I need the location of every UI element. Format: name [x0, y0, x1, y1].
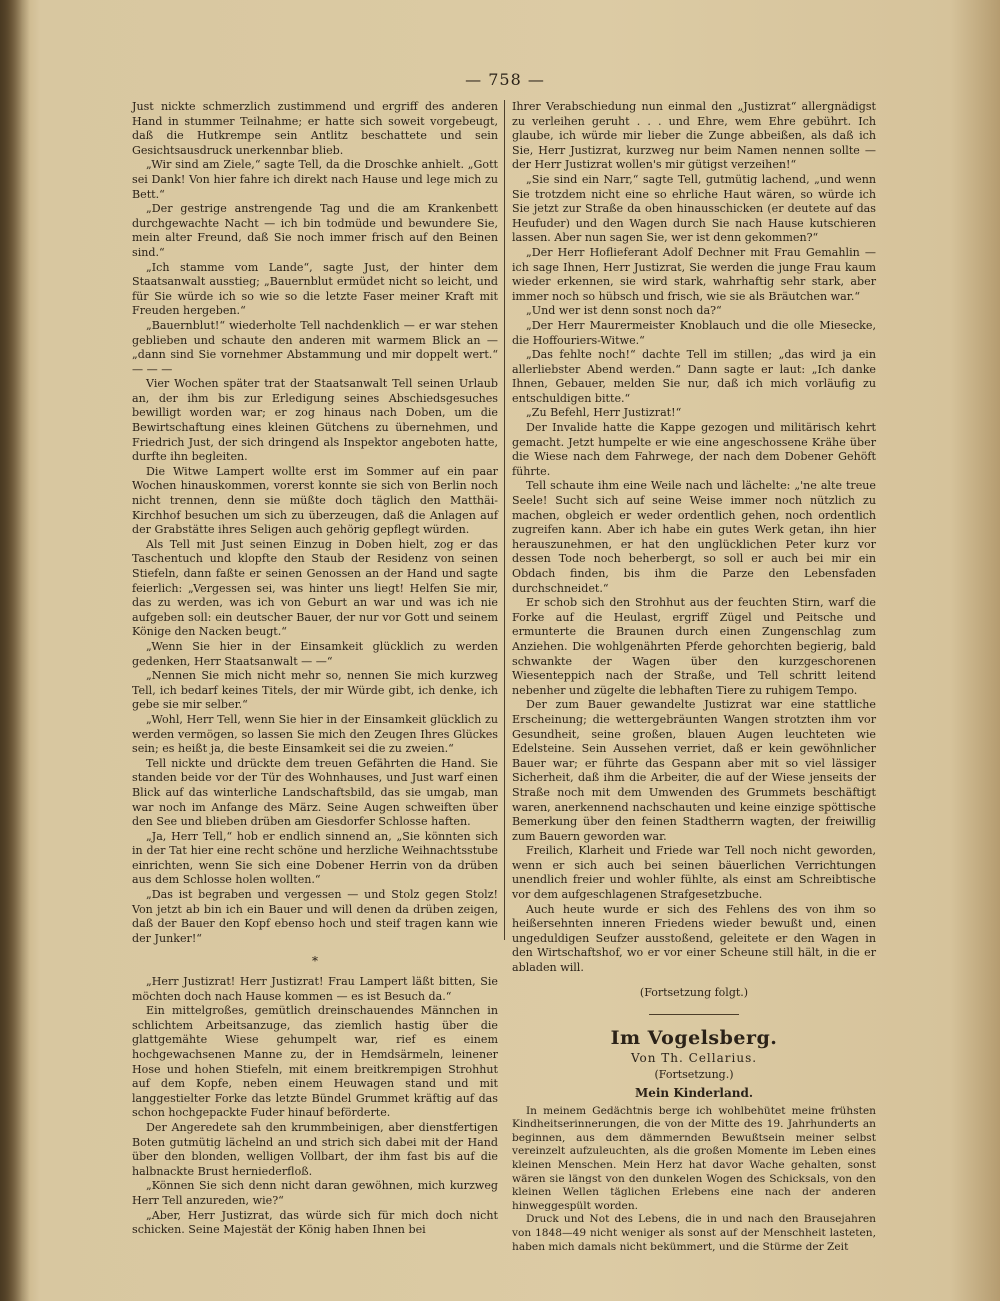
paragraph: „Zu Befehl, Herr Justizrat!“ — [526, 406, 682, 420]
paragraph: „Nennen Sie mich nicht mehr so, nennen Sie mich kurzweg Tell, ich bedarf keines Titels, der mir Würde gibt, ich denke, ich gebe sie mir selber.“ — [132, 669, 498, 712]
paragraph: „Und wer ist denn sonst noch da?“ — [526, 304, 722, 318]
paragraph: Die Witwe Lampert wollte erst im Sommer auf ein paar Wochen hinauskommen, vorerst konnte sie sich von Berlin noch nicht trennen, denn sie müßte doch täglich den Matthäi-Kirchhof besuchen um sich zu überzeugen, daß die Anlagen auf der Grabstätte ihres Seligen auch gehörig gepflegt würden. — [132, 464, 498, 537]
paragraph: Ihrer Verabschiedung nun einmal den „Justizrat“ allergnädigst zu verleihen geruht . . . und Ehre, wem Ehre gebührt. Ich glaube, ich würde mir lieber die Zunge abbeißen, als daß ich Sie, Herr Justizrat, kurzweg nur beim Namen nennen sollte — der Herr Justizrat wollen's mir gütigst verzeihen!“ — [512, 100, 876, 172]
paragraph: „Bauernblut!“ wiederholte Tell nachdenklich — er war stehen geblieben und schaute den anderen mit warmem Blick an — „dann sind Sie vornehmer Abstammung und mir doppelt wert.“ — — — — [132, 318, 498, 376]
article-headline: Im Vogelsberg. — [610, 1027, 778, 1050]
paragraph: „Herr Justizrat! Herr Justizrat! Frau Lampert läßt bitten, Sie möchten doch nach Hause kommen — es ist Besuch da.“ — [132, 975, 498, 1003]
paragraph: „Das fehlte noch!“ dachte Tell im stillen; „das wird ja ein allerliebster Abend werden.“ Dann sagte er laut: „Ich danke Ihnen, Gebauer, melden Sie nur, daß ich mich vorläufig zu entschuldigen bitte.“ — [512, 348, 876, 405]
paragraph: „Wohl, Herr Tell, wenn Sie hier in der Einsamkeit glücklich zu werden vermögen, so lassen Sie mich den Zeugen Ihres Glückes sein; es heißt ja, die beste Einsamkeit sei die zu zweien.“ — [132, 712, 498, 756]
paragraph: Der zum Bauer gewandelte Justizrat war eine stattliche Erscheinung; die wettergebräunten Wangen strotzten ihm vor Gesundheit, seine großen, blauen Augen leuchteten wie Edelsteine. Sein Aussehen verriet, daß er kein gewöhnlicher Bauer war; er führte das Gespann aber mit so viel lässiger Sicherheit, daß ihm die Arbeiter, die auf der Wiese jenseits der Straße noch mit dem Umwenden des Grummets beschäftigt waren, anerkennend nachschauten und keine einzige spöttische Bemerkung über den feinen Stadtherrn wagten, der freiwillig zum Bauern geworden war. — [512, 698, 876, 843]
paragraph: Tell nickte und drückte dem treuen Gefährten die Hand. Sie standen beide vor der Tür des Wohnhauses, und Just warf einen Blick auf das winterliche Landschaftsbild, das sie umgab, man war noch im Anfange des März. Seine Augen schweiften über den See und blieben drüben am Giesdorfer Schlosse haften. — [132, 756, 498, 829]
paragraph: Als Tell mit Just seinen Einzug in Doben hielt, zog er das Taschentuch und klopfte den Staub der Residenz von seinen Stiefeln, dann faßte er seinen Genossen an der Hand und sagte feierlich: „Vergessen sei, was hinter uns liegt! Helfen Sie mir, das zu werden, was ich von Geburt an war und was ich nie aufgeben soll: ein deutscher Bauer, der nur vor Gott und seinem Könige den Nacken beugt.“ — [132, 537, 498, 639]
paragraph: „Der gestrige anstrengende Tag und die am Krankenbett durchgewachte Nacht — ich bin todmüde und bewundere Sie, mein alter Freund, daß Sie noch immer frisch auf den Beinen sind.“ — [132, 202, 498, 259]
paragraph: „Der Herr Hoflieferant Adolf Dechner mit Frau Gemahlin — ich sage Ihnen, Herr Justizrat, Sie werden die junge Frau kaum wieder erkennen, sie wird stark, wahrhaftig sehr stark, aber immer noch so hübsch und frisch, wie sie als Bräutchen war.“ — [512, 245, 876, 303]
article-byline: Von Th. Cellarius. — [630, 1050, 758, 1065]
paragraph: Freilich, Klarheit und Friede war Tell noch nicht geworden, wenn er sich auch bei seinen bäuerlichen Verrichtungen unendlich freier und wohler fühlte, als einst am Schreibtische vor dem aufgeschlagenen Strafgesetzbuche. — [512, 844, 876, 902]
paragraph: „Aber, Herr Justizrat, das würde sich für mich doch nicht schicken. Seine Majestät der König haben Ihnen bei — [132, 1208, 498, 1237]
paragraph: Tell schaute ihm eine Weile nach und lächelte: „'ne alte treue Seele! Sucht sich auf seine Weise immer noch nützlich zu machen, obgleich er weder ordentlich gehen, noch ordentlich zugreifen kann. Aber ich habe ein gutes Werk getan, ihn hier herauszunehmen, er hat den unglücklichen Peter kurz vor dessen Tode noch beherbergt, so soll er auch bei mir ein Obdach finden, bis ihm die Parze den Lebensfaden durchschneidet.“ — [512, 479, 876, 595]
paragraph: Druck und Not des Lebens, die in und nach den Brausejahren von 1848—49 nicht weniger als sonst auf der Menschheit lasteten, haben mich damals nicht bekümmert, und die Stürme der Zeit — [512, 1213, 876, 1253]
left-column — [132, 100, 498, 1238]
article-body — [512, 1105, 876, 1255]
paragraph: „Ich stamme vom Lande“, sagte Just, der hinter dem Staatsanwalt ausstieg; „Bauernblut ermüdet nicht so leicht, und für Sie würde ich so wie so die letzte Faser meiner Kraft mit Freuden hergeben.“ — [132, 260, 498, 318]
section-separator: * — [312, 954, 318, 969]
page-number: — 758 — — [465, 70, 545, 89]
paragraph: „Können Sie sich denn nicht daran gewöhnen, mich kurzweg Herr Tell anzureden, wie?“ — [132, 1179, 498, 1207]
column-divider — [504, 100, 505, 940]
paragraph: „Wir sind am Ziele,“ sagte Tell, da die Droschke anhielt. „Gott sei Dank! Von hier fahre ich direkt nach Hause und lege mich zu Bett.“ — [132, 158, 498, 201]
paragraph: Auch heute wurde er sich des Fehlens des von ihm so heißersehnten inneren Friedens wieder bewußt und, einen ungeduldigen Seufzer ausstoßend, geleitete er den Wagen in den Wirtschaftshof, wo er vor einer Scheune still hält, in die er abladen will. — [512, 902, 876, 975]
right-column — [512, 100, 876, 1254]
continuation-note: (Fortsetzung folgt.) — [639, 985, 749, 999]
paragraph: „Das ist begraben und vergessen — und Stolz gegen Stolz! Von jetzt ab bin ich ein Bauer und will denen da drüben zeigen, daß der Bauer den Kopf ebenso hoch und steif tragen kann wie der Junker!“ — [132, 888, 498, 945]
paragraph: „Der Herr Maurermeister Knoblauch und die olle Miesecke, die Hoffouriers-Witwe.“ — [512, 318, 876, 347]
paragraph: „Ja, Herr Tell,“ hob er endlich sinnend an, „Sie könnten sich in der Tat hier eine recht schöne und herzliche Weihnachtsstube einrichten, wenn Sie sich eine Dobener Herrin von da drüben aus dem Schlosse holen wollten.“ — [132, 829, 498, 887]
paragraph: Just nickte schmerzlich zustimmend und ergriff des anderen Hand in stummer Teilnahme; er hatte sich soweit vorgebeugt, daß die Hutkrempe sein Antlitz beschattete und sein Gesichtsausdruck unerkennbar blieb. — [132, 100, 498, 157]
paragraph: Vier Wochen später trat der Staatsanwalt Tell seinen Urlaub an, der ihm bis zur Erledigung seines Abschiedsgesuches bewilligt worden war; er zog hinaus nach Doben, um die Bewirtschaftung eines kleinen Gütchens zu übernehmen, und Friedrich Just, der sich dringend als Inspektor angeboten hatte, durfte ihn begleiten. — [132, 377, 498, 464]
paragraph: In meinem Gedächtnis berge ich wohlbehütet meine frühsten Kindheitserinnerungen, die von der Mitte des 19. Jahrhunderts an beginnen, aus dem dämmernden Bewußtsein meiner selbst vereinzelt aufzuleuchten, als die großen Momente im Leben eines kleinen Menschen. Mein Herz hat davor Wache gehalten, sonst wären sie längst von den dunkelen Wogen des Schicksals, von den kleinen Wellen täglichen Erlebens eine nach der anderen hinweggespült worden. — [512, 1104, 876, 1212]
paragraph: Ein mittelgroßes, gemütlich dreinschauendes Männchen in schlichtem Arbeitsanzuge, das ziemlich hastig über die glattgemähte Wiese gehumpelt war, rief es einem hochgewachsenen Manne zu, der in Hemdsärmeln, leinener Hose und hohen Stiefeln, mit einem breitkrempigen Strohhut auf dem Kopfe, neben einem Heuwagen stand und mit langgestielter Forke das letzte Bündel Grummet kräftig auf das schon hochgepackte Fuder hinauf beförderte. — [132, 1004, 498, 1120]
paragraph: „Sie sind ein Narr,“ sagte Tell, gutmütig lachend, „und wenn Sie trotzdem nicht eine so ehrliche Haut wären, so würde ich Sie jetzt zur Straße da oben hinausschicken (er deutete auf das Heufuder) und den Wagen durch Sie nach Hause kutschieren lassen. Aber nun sagen Sie, wer ist denn gekommen?“ — [512, 172, 876, 245]
article-note: (Fortsetzung.) — [654, 1068, 734, 1082]
chapter-title: Mein Kinderland. — [634, 1086, 754, 1100]
paragraph: Der Angeredete sah den krummbeinigen, aber dienstfertigen Boten gutmütig lächelnd an und strich sich dabei mit der Hand über den blonden, welligen Vollbart, der ihm fast bis auf die halbnackte Brust herniederfloß. — [132, 1120, 498, 1178]
paragraph: Der Invalide hatte die Kappe gezogen und militärisch kehrt gemacht. Jetzt humpelte er wie eine angeschossene Krähe über die Wiese nach dem Fahrwege, der nach dem Dobener Gehöft führte. — [512, 421, 876, 478]
book-gutter — [0, 0, 30, 1301]
paragraph: Er schob sich den Strohhut aus der feuchten Stirn, warf die Forke auf die Heulast, ergriff Zügel und Peitsche und ermunterte die Braunen durch einen Zungenschlag zum Anziehen. Die wohlgenährten Pferde gehorchten begierig, bald schwankte der Wagen über den kurzgeschorenen Wiesenteppich nach der Straße, und Tell schritt leitend nebenher und zügelte die lebhaften Tiere zu ruhigem Tempo. — [512, 596, 876, 697]
section-rule — [649, 1014, 739, 1015]
paragraph: „Wenn Sie hier in der Einsamkeit glücklich zu werden gedenken, Herr Staatsanwalt — —“ — [132, 639, 498, 668]
